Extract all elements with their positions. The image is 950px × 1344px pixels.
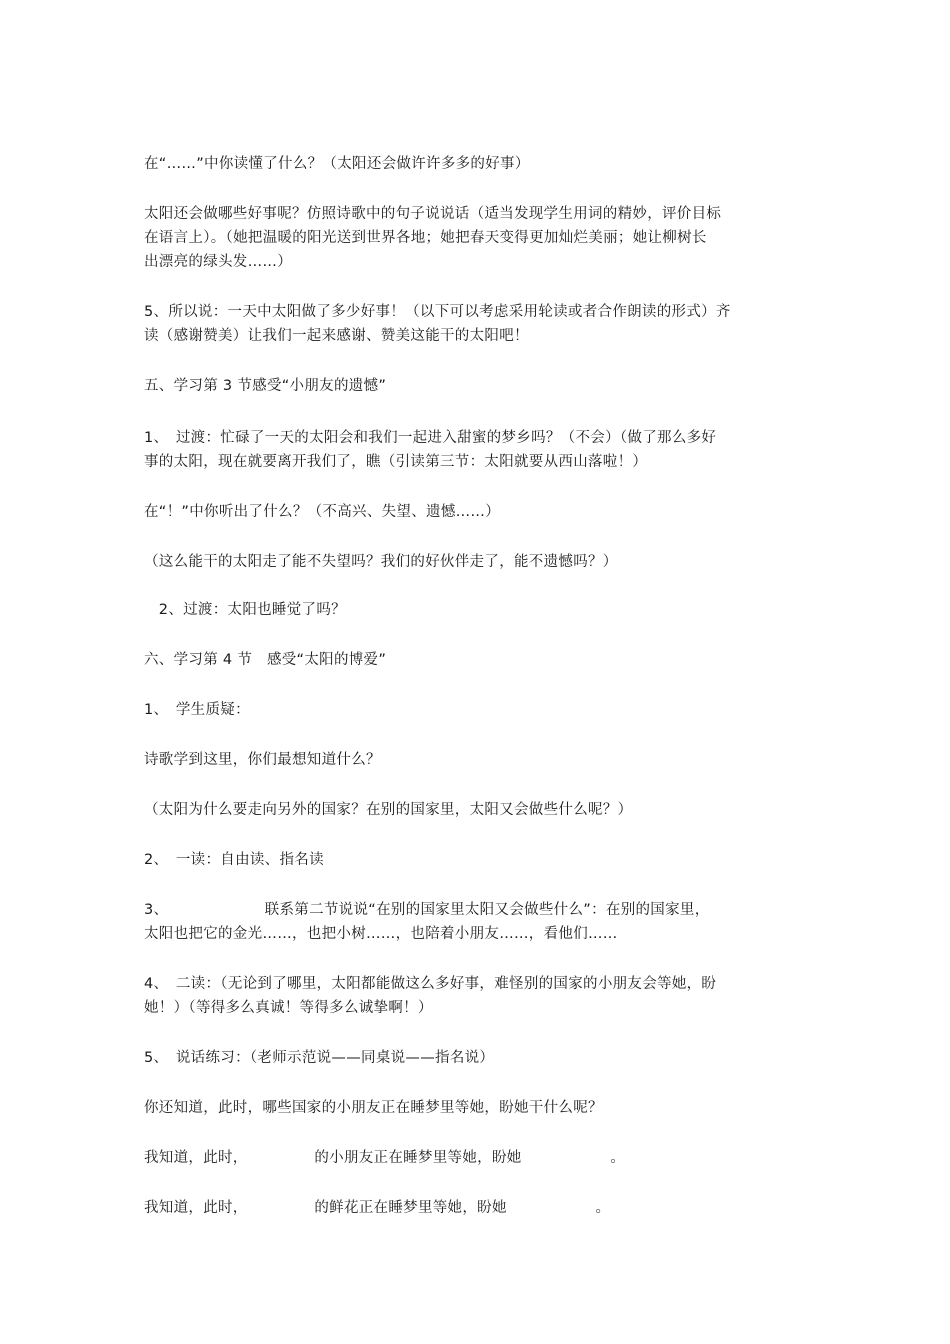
text-line: 4、 二读：（无论到了哪里，太阳都能做这么多好事，难怪别的国家的小朋友会等她，盼 <box>144 976 717 992</box>
text-line: 在“！”中你听出了什么？（不高兴、失望、遗憾……） <box>144 504 501 520</box>
paragraph-12 <box>144 798 808 822</box>
text-line: 出漂亮的绿头发……） <box>144 254 292 270</box>
text-line: 她！）（等得多么真诚！等得多么诚挚啊！） <box>144 1000 433 1016</box>
text-line: 诗歌学到这里，你们最想知道什么？ <box>144 752 381 768</box>
paragraph-19 <box>144 1196 808 1220</box>
section-heading-5 <box>144 374 808 398</box>
text-line: 五、学习第 3 节感受“小朋友的遗憾” <box>144 378 387 394</box>
text-line: （这么能干的太阳走了能不失望吗？我们的好伙伴走了，能不遗憾吗？） <box>144 554 618 570</box>
text-line: 5、所以说：一天中太阳做了多少好事！（以下可以考虑采用轮读或者合作朗读的形式）齐 <box>144 304 731 320</box>
paragraph-3 <box>144 300 808 348</box>
paragraph-1 <box>144 152 808 176</box>
paragraph-15 <box>144 972 808 1020</box>
paragraph-13 <box>144 848 808 872</box>
paragraph-14 <box>144 898 808 946</box>
text-line: 在“……”中你读懂了什么？（太阳还会做许许多多的好事） <box>144 156 530 172</box>
paragraph-18 <box>144 1146 808 1170</box>
text-line: 2、过渡：太阳也睡觉了吗？ <box>144 602 346 618</box>
text-line: （太阳为什么要走向另外的国家？在别的国家里，太阳又会做些什么呢？） <box>144 802 633 818</box>
text-line: 你还知道，此时，哪些国家的小朋友正在睡梦里等她，盼她干什么呢？ <box>144 1100 603 1116</box>
paragraph-10 <box>144 698 808 722</box>
section-heading-6 <box>144 648 808 672</box>
text-line: 我知道，此时， 的小朋友正在睡梦里等她，盼她 。 <box>144 1150 626 1166</box>
paragraph-7 <box>144 550 808 574</box>
paragraph-16 <box>144 1046 808 1070</box>
paragraph-8 <box>144 598 808 622</box>
text-line: 1、 学生质疑： <box>144 702 250 718</box>
text-line: 太阳还会做哪些好事呢？仿照诗歌中的句子说说话（适当发现学生用词的精妙，评价目标 <box>144 206 722 222</box>
paragraph-2 <box>144 202 808 274</box>
paragraph-11 <box>144 748 808 772</box>
text-line: 1、 过渡：忙碌了一天的太阳会和我们一起进入甜蜜的梦乡吗？（不会）（做了那么多好 <box>144 430 717 446</box>
text-line: 六、学习第 4 节 感受“太阳的博爱” <box>144 652 387 668</box>
text-line: 3、 联系第二节说说“在别的国家里太阳又会做些什么”：在别的国家里， <box>144 902 710 918</box>
text-line: 5、 说话练习：（老师示范说——同桌说——指名说） <box>144 1050 495 1066</box>
text-line: 在语言上）。（她把温暖的阳光送到世界各地；她把春天变得更加灿烂美丽；她让柳树长 <box>144 230 707 246</box>
paragraph-17 <box>144 1096 808 1120</box>
text-line: 事的太阳，现在就要离开我们了，瞧（引读第三节：太阳就要从西山落啦！） <box>144 454 648 470</box>
text-line: 2、 一读：自由读、指名读 <box>144 852 324 868</box>
paragraph-6 <box>144 500 808 524</box>
text-line: 读（感谢赞美）让我们一起来感谢、赞美这能干的太阳吧！ <box>144 328 529 344</box>
text-line: 太阳也把它的金光……，也把小树……，也陪着小朋友……，看他们…… <box>144 926 618 942</box>
paragraph-5 <box>144 426 808 474</box>
text-line: 我知道，此时， 的鲜花正在睡梦里等她，盼她 。 <box>144 1200 611 1216</box>
